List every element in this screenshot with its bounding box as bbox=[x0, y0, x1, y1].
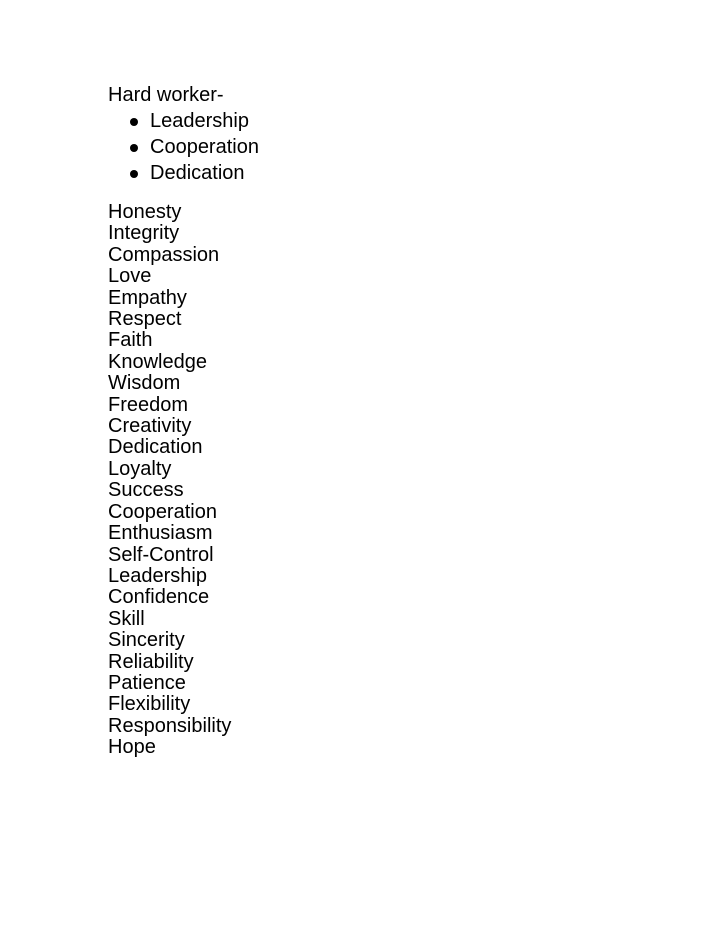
value-item: Cooperation bbox=[108, 500, 217, 523]
value-item: Confidence bbox=[108, 586, 210, 609]
value-item: Loyalty bbox=[108, 457, 172, 480]
value-item: Compassion bbox=[108, 243, 220, 266]
value-item: Integrity bbox=[108, 222, 180, 245]
value-item: Creativity bbox=[108, 415, 192, 438]
bullet-label: Leadership bbox=[150, 110, 249, 132]
value-item: Patience bbox=[108, 671, 186, 694]
value-item: Empathy bbox=[108, 286, 187, 309]
section-heading: Hard worker- bbox=[108, 84, 224, 106]
bullet-icon bbox=[130, 118, 138, 126]
value-item: Wisdom bbox=[108, 372, 181, 395]
value-item: Success bbox=[108, 479, 184, 502]
value-item: Flexibility bbox=[108, 693, 191, 716]
bullet-item bbox=[128, 108, 259, 134]
value-item: Faith bbox=[108, 329, 153, 352]
bullet-item bbox=[128, 134, 259, 160]
bullet-label: Dedication bbox=[150, 162, 245, 184]
value-item: Freedom bbox=[108, 393, 189, 416]
value-item: Honesty bbox=[108, 201, 182, 223]
bullet-item bbox=[128, 160, 259, 186]
value-item: Skill bbox=[108, 607, 145, 630]
value-item: Sincerity bbox=[108, 629, 185, 652]
values-list bbox=[108, 202, 259, 759]
bullet-icon bbox=[130, 144, 138, 152]
bullet-icon bbox=[130, 170, 138, 178]
bullet-label: Cooperation bbox=[150, 136, 259, 158]
value-item: Knowledge bbox=[108, 350, 207, 373]
value-item: Hope bbox=[108, 736, 156, 759]
value-item: Respect bbox=[108, 308, 182, 331]
value-item: Reliability bbox=[108, 650, 194, 673]
value-item: Enthusiasm bbox=[108, 522, 213, 545]
value-item: Dedication bbox=[108, 436, 203, 459]
value-item: Responsibility bbox=[108, 714, 232, 737]
value-item: Love bbox=[108, 265, 152, 288]
value-item: Leadership bbox=[108, 564, 207, 587]
document-body bbox=[108, 82, 259, 759]
value-item: Self-Control bbox=[108, 543, 214, 566]
bullet-list bbox=[108, 108, 259, 186]
